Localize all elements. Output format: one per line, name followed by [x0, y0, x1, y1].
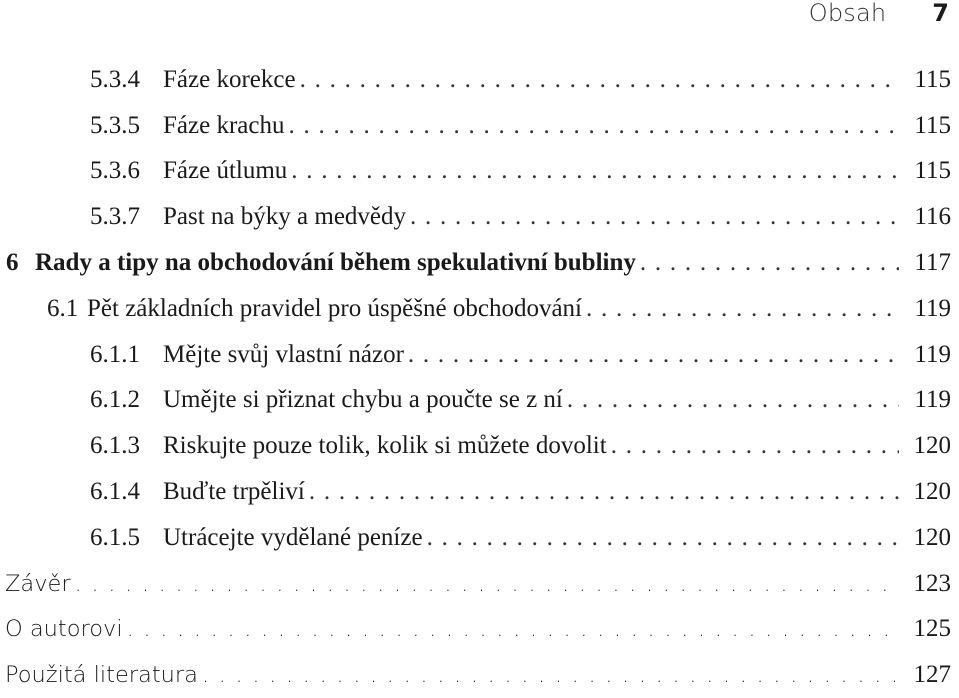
toc-entry-page: 119	[914, 294, 951, 322]
toc-entry-title: Fáze krachu	[163, 112, 288, 140]
toc-entry-number: 6.1.3	[90, 432, 140, 460]
toc-entry-number: 6.1.2	[90, 386, 140, 414]
toc-entry[interactable]	[0, 332, 959, 378]
dot-leader	[291, 157, 899, 185]
toc-entry-title: Riskujte pouze tolik, kolik si můžete dovolit	[163, 432, 611, 460]
toc-entry-page: 115	[914, 65, 951, 93]
dot-leader	[202, 662, 899, 688]
toc-entry-page: 120	[913, 478, 951, 506]
toc-backmatter-entry[interactable]	[0, 561, 959, 607]
dot-leader	[611, 432, 899, 460]
running-head	[809, 0, 949, 27]
toc-entry-title: Rady a tipy na obchodování během spekulativní bubliny	[35, 249, 640, 277]
dot-leader	[300, 66, 899, 94]
toc-entry-number: 5.3.6	[90, 157, 140, 185]
toc-entry-title: Mějte svůj vlastní názor	[163, 341, 408, 369]
toc-entry-page: 119	[914, 340, 951, 368]
toc-entry[interactable]	[0, 57, 959, 103]
toc-entry-title: Použitá literatura	[5, 662, 202, 688]
toc-entry-title: Závěr	[5, 571, 75, 597]
toc-entry-title: Past na býky a medvědy	[163, 203, 410, 231]
toc-entry-page: 119	[914, 386, 951, 414]
toc-entry-page: 127	[913, 661, 951, 689]
toc-entry-number: 5.3.5	[90, 111, 140, 139]
dot-leader	[288, 112, 899, 140]
table-of-contents	[0, 57, 959, 698]
toc-entry-page: 125	[913, 615, 951, 643]
toc-entry-page: 117	[914, 249, 951, 277]
toc-entry-title: Fáze útlumu	[163, 157, 291, 185]
toc-backmatter-entry[interactable]	[0, 652, 959, 698]
toc-entry-number: 5.3.7	[90, 203, 140, 231]
toc-entry[interactable]	[0, 149, 959, 195]
dot-leader	[309, 478, 899, 506]
toc-entry[interactable]	[0, 103, 959, 149]
dot-leader	[586, 295, 899, 323]
toc-backmatter-entry[interactable]	[0, 607, 959, 653]
dot-leader	[75, 571, 899, 597]
header-page-number: 7	[932, 0, 949, 27]
toc-entry-page: 115	[914, 111, 951, 139]
toc-entry-title: Fáze korekce	[163, 66, 300, 94]
dot-leader	[567, 386, 899, 414]
header-title: Obsah	[808, 0, 887, 27]
toc-entry-page: 116	[914, 203, 951, 231]
toc-entry-page: 115	[914, 157, 951, 185]
toc-entry-page: 120	[913, 432, 951, 460]
toc-entry[interactable]	[0, 194, 959, 240]
toc-entry[interactable]	[0, 378, 959, 424]
toc-entry-number: 6.1.5	[90, 523, 140, 551]
toc-entry-title: Umějte si přiznat chybu a poučte se z ní	[163, 386, 567, 414]
toc-chapter-entry[interactable]	[0, 240, 959, 286]
toc-entry-title: Pět základních pravidel pro úspěšné obchodování	[87, 295, 586, 323]
dot-leader	[640, 249, 899, 277]
dot-leader	[410, 203, 899, 231]
toc-entry-number: 6.1.4	[90, 478, 140, 506]
dot-leader	[427, 524, 899, 552]
toc-entry-title: O autorovi	[5, 616, 127, 642]
toc-entry[interactable]	[0, 515, 959, 561]
toc-entry-page: 123	[913, 569, 951, 597]
toc-entry-number: 5.3.4	[90, 65, 140, 93]
toc-entry-number: 6.1.1	[90, 340, 140, 368]
toc-entry[interactable]	[0, 469, 959, 515]
toc-entry-page: 120	[913, 523, 951, 551]
toc-entry-title: Utrácejte vydělané peníze	[163, 524, 427, 552]
toc-entry-title: Buďte trpěliví	[163, 478, 309, 506]
toc-section-entry[interactable]	[0, 286, 959, 332]
dot-leader	[127, 616, 899, 642]
toc-entry-number: 6.1	[47, 294, 79, 322]
dot-leader	[408, 341, 899, 369]
toc-entry[interactable]	[0, 423, 959, 469]
toc-entry-number: 6	[6, 249, 19, 277]
